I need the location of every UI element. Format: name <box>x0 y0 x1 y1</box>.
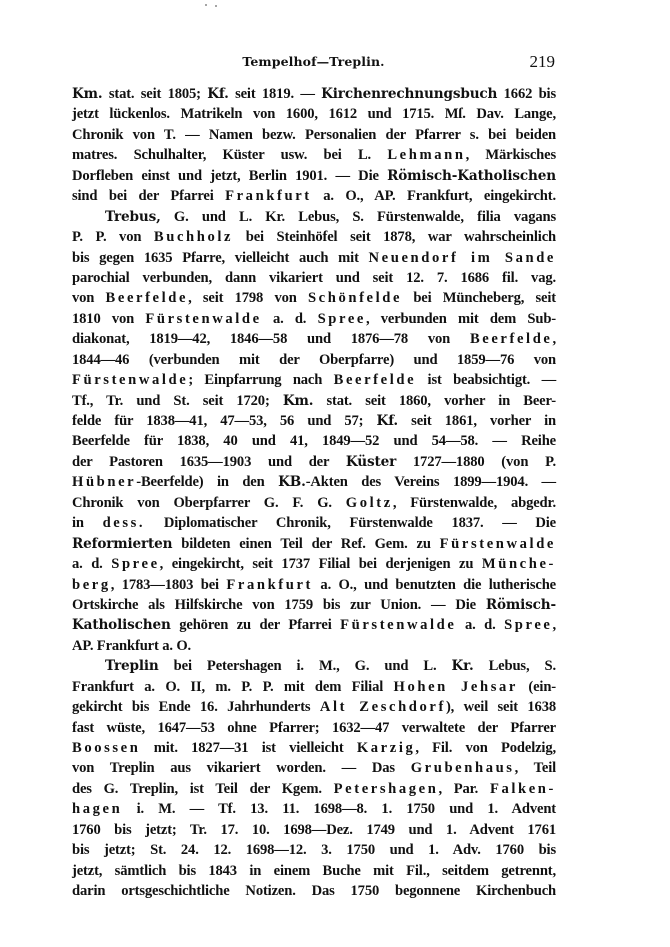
text-line <box>72 166 556 186</box>
text-line <box>72 595 556 615</box>
spaced-name: Hohen Jehsar <box>393 678 518 695</box>
text-line <box>72 207 556 227</box>
bold-term: KB. <box>278 474 306 491</box>
text-run: 1662 bis <box>497 86 556 102</box>
text-run: 1844—46 (verbunden mit der Oberpfarre) und 1859—76 von <box>72 351 556 368</box>
spaced-name: Beerfelde <box>469 331 553 348</box>
text-line <box>72 125 556 145</box>
text-run: in <box>72 515 103 532</box>
text-line <box>72 534 556 554</box>
text-run: ist beabsichtigt. — <box>416 372 557 389</box>
bold-term: Römisch-Katholischen <box>387 167 556 184</box>
spaced-name: Fürstenwalde <box>72 372 189 389</box>
text-run: fast wüste, 1647—53 ohne Pfarrer; 1632—47 verwaltete der Pfarrer <box>72 719 556 736</box>
text-run: bei Müncheberg, seit <box>402 290 556 307</box>
scan-speck <box>215 5 217 7</box>
text-run: , <box>552 331 556 348</box>
text-run: , Märkisches <box>465 147 556 164</box>
text-line <box>72 513 556 533</box>
text-run: ), weil seit 1638 <box>445 699 556 716</box>
text-line <box>72 309 556 329</box>
text-line <box>72 554 556 574</box>
text-line <box>72 472 556 492</box>
text-line <box>72 329 556 349</box>
text-run: G. und L. Kr. Lebus, S. Fürstenwalde, filia vagans <box>160 208 556 225</box>
text-run: a. d. <box>456 617 505 634</box>
text-line <box>72 820 556 840</box>
text-run: -Beerfelde) in den <box>136 474 279 491</box>
text-run: (ein- <box>517 678 556 695</box>
body-text <box>72 84 556 902</box>
spaced-name: Schönfelde <box>307 290 403 307</box>
spaced-name: Fürstenwalde <box>439 535 556 552</box>
text-run: jetzt, sämtlich bis 1843 in einem Buche mit Fil., seitdem getrennt, <box>72 862 556 879</box>
spaced-name: Beerfelde <box>333 372 417 389</box>
text-run: P. P. von <box>72 229 154 246</box>
running-head <box>72 52 555 74</box>
text-run: gehören zu der Pfarrei <box>170 617 341 634</box>
text-run: AP. Frankfurt a. O. <box>72 637 192 654</box>
text-line <box>72 411 556 431</box>
text-run: Lebus, S. <box>473 658 556 675</box>
text-line <box>72 268 556 288</box>
text-run: Beerfelde für 1838, 40 und 41, 1849—52 und 54—58. — Reihe <box>72 433 556 450</box>
text-run: Dorfleben einst und jetzt, Berlin 1901. — Die <box>72 167 388 184</box>
bold-term: Katholischen <box>72 617 171 634</box>
spaced-name: Münche- <box>481 556 556 573</box>
text-line <box>72 391 556 411</box>
text-run: bei Petershagen i. M., G. und L. <box>158 658 452 675</box>
text-line <box>72 370 556 390</box>
text-line <box>72 288 556 308</box>
spaced-name: Fürstenwalde <box>145 310 262 327</box>
spaced-name: Frankfurt <box>225 188 312 205</box>
text-line <box>72 738 556 758</box>
text-line <box>72 493 556 513</box>
text-run: Chronik von Oberpfarrer G. F. G. <box>72 494 346 511</box>
text-run: seit 1819. — <box>228 86 322 102</box>
spaced-name: Karzig <box>356 740 416 756</box>
text-run: bildeten einen Teil der Ref. Gem. zu <box>172 535 440 552</box>
text-run: , eingekircht, seit 1737 Filial bei derjenigen zu <box>159 556 482 573</box>
text-run: mit. 1827—31 ist vielleicht <box>140 740 357 756</box>
text-run: a. O., AP. Frankfurt, eingekircht. <box>311 188 556 205</box>
bold-term: Kf. <box>376 413 399 429</box>
text-line <box>72 350 556 370</box>
text-run: der Pastoren 1635—1903 und der <box>72 453 346 470</box>
text-run: gekircht bis Ende 16. Jahrhunderts <box>72 699 320 716</box>
bold-term: Km. <box>72 86 103 102</box>
text-run: , Fil. von Podelzig, <box>415 740 556 756</box>
text-line <box>72 575 556 595</box>
spaced-name: dess. <box>102 515 146 532</box>
text-run: -Akten des Vereins 1899—1904. — <box>305 474 556 491</box>
text-run: , seit 1798 von <box>188 290 308 307</box>
text-run: Ortskirche als Hilfskirche von 1759 bis zur Union. — Die <box>72 596 486 613</box>
text-run: Diplomatischer Chronik, Fürstenwalde 1837. — Die <box>145 515 556 532</box>
text-run: , Teil <box>514 760 557 777</box>
text-run: stat. seit 1860, vorher in Beer- <box>313 392 556 409</box>
spaced-name: Beerfelde <box>105 290 189 307</box>
text-line <box>72 697 556 717</box>
spaced-name: berg <box>72 576 111 593</box>
page-number: 219 <box>529 52 555 71</box>
text-run: bis jetzt; St. 24. 12. 1698—12. 3. 1750 und 1. Adv. 1760 bis <box>72 842 556 859</box>
text-line <box>72 718 556 738</box>
bold-term: Römisch- <box>485 596 556 613</box>
text-run: Tf., Tr. und St. seit 1720; <box>72 392 283 409</box>
text-run: seit 1861, vorher in <box>398 413 557 429</box>
text-line <box>72 145 556 165</box>
text-line <box>72 431 556 451</box>
text-run: jetzt lückenlos. Matrikeln von 1600, 1612 und 1715. Mſ. Dav. Lange, <box>72 106 556 123</box>
text-run: i. M. — Tf. 13. 11. 1698—8. 1. 1750 und 1. Advent <box>122 801 556 818</box>
text-line <box>72 84 556 104</box>
spaced-name: Alt Zeschdorf <box>319 699 446 716</box>
text-line <box>72 452 556 472</box>
text-line <box>72 799 556 819</box>
text-run: Chronik von T. — Namen bezw. Personalien der Pfarrer s. bei beiden <box>72 126 556 143</box>
text-run: bei Steinhöfel seit 1878, war wahrscheinlich <box>233 229 556 246</box>
spaced-name: Lehmann <box>387 147 466 164</box>
bold-term: Kirchenrechnungsbuch <box>321 86 498 102</box>
text-run: a. d. <box>261 310 318 327</box>
running-title: Tempelhof—Treplin. <box>242 54 385 69</box>
spaced-name: Grubenhaus <box>410 760 515 777</box>
text-line <box>72 861 556 881</box>
bold-term: Km. <box>282 392 314 409</box>
text-run: felde für 1838—41, 47—53, 56 und 57; <box>72 413 377 429</box>
spaced-name: hagen <box>72 801 123 818</box>
text-line <box>72 677 556 697</box>
text-run: , Par. <box>438 780 490 797</box>
text-run: 1760 bis jetzt; Tr. 17. 10. 1698—Dez. 1749 und 1. Advent 1761 <box>72 821 556 838</box>
bold-term: Kr. <box>451 658 474 675</box>
text-line <box>72 636 556 656</box>
spaced-name: Petershagen <box>333 780 439 797</box>
text-run: bis gegen 1635 Pfarre, vielleicht auch mit <box>72 249 369 266</box>
spaced-name: Spree <box>111 556 160 573</box>
text-run: sind bei der Pfarrei <box>72 188 226 205</box>
text-run: von <box>72 290 106 307</box>
spaced-name: Frankfurt <box>226 576 313 593</box>
text-run: ; Einpfarrung nach <box>188 372 334 389</box>
text-run: 1810 von <box>72 310 146 327</box>
text-run: matres. Schulhalter, Küster usw. bei L. <box>72 147 388 164</box>
text-line <box>72 248 556 268</box>
scan-speck <box>205 4 207 6</box>
text-run: 1727—1880 (von P. <box>396 453 556 470</box>
text-run: des G. Treplin, ist Teil der Kgem. <box>72 780 334 797</box>
text-run: parochial verbunden, dann vikariert und seit 12. 7. 1686 fil. vag. <box>72 269 556 286</box>
text-line <box>72 840 556 860</box>
spaced-name: Falken- <box>489 780 556 797</box>
spaced-name: Buchholz <box>153 229 234 246</box>
bold-term: Treplin <box>105 658 159 675</box>
text-run: diakonat, 1819—42, 1846—58 und 1876—78 von <box>72 331 470 348</box>
text-run: a. d. <box>72 556 112 573</box>
bold-term: Kf. <box>207 86 229 102</box>
text-line <box>72 758 556 778</box>
bold-term: Reformierten <box>72 535 173 552</box>
text-line <box>72 186 556 206</box>
spaced-name: Spree <box>317 310 366 327</box>
spaced-name: Hübner <box>72 474 137 491</box>
bold-term: Trebus, <box>105 208 161 225</box>
text-line <box>72 615 556 635</box>
text-line <box>72 227 556 247</box>
text-line <box>72 779 556 799</box>
spaced-name: Goltz <box>345 494 393 511</box>
spaced-name: Neuendorf im Sande <box>368 249 556 266</box>
spaced-name: Boossen <box>72 740 141 756</box>
text-line <box>72 104 556 124</box>
text-run: von Treplin aus vikariert worden. — Das <box>72 760 411 777</box>
text-run: Frankfurt a. O. II, m. P. P. mit dem Filial <box>72 678 394 695</box>
text-run: darin ortsgeschichtliche Notizen. Das 1750 begonnene Kirchenbuch <box>72 883 556 900</box>
text-run: , 1783—1803 bei <box>110 576 227 593</box>
text-run: , Fürstenwalde, abgedr. <box>392 494 556 511</box>
text-line <box>72 656 556 676</box>
text-run: , <box>552 617 556 634</box>
spaced-name: Spree <box>504 617 553 634</box>
text-run: , verbunden mit dem Sub- <box>365 310 556 327</box>
text-line <box>72 881 556 901</box>
bold-term: Küster <box>345 453 397 470</box>
text-run: a. O., und benutzten die lutherische <box>313 576 556 593</box>
spaced-name: Fürstenwalde <box>340 617 457 634</box>
text-run: stat. seit 1805; <box>102 86 208 102</box>
